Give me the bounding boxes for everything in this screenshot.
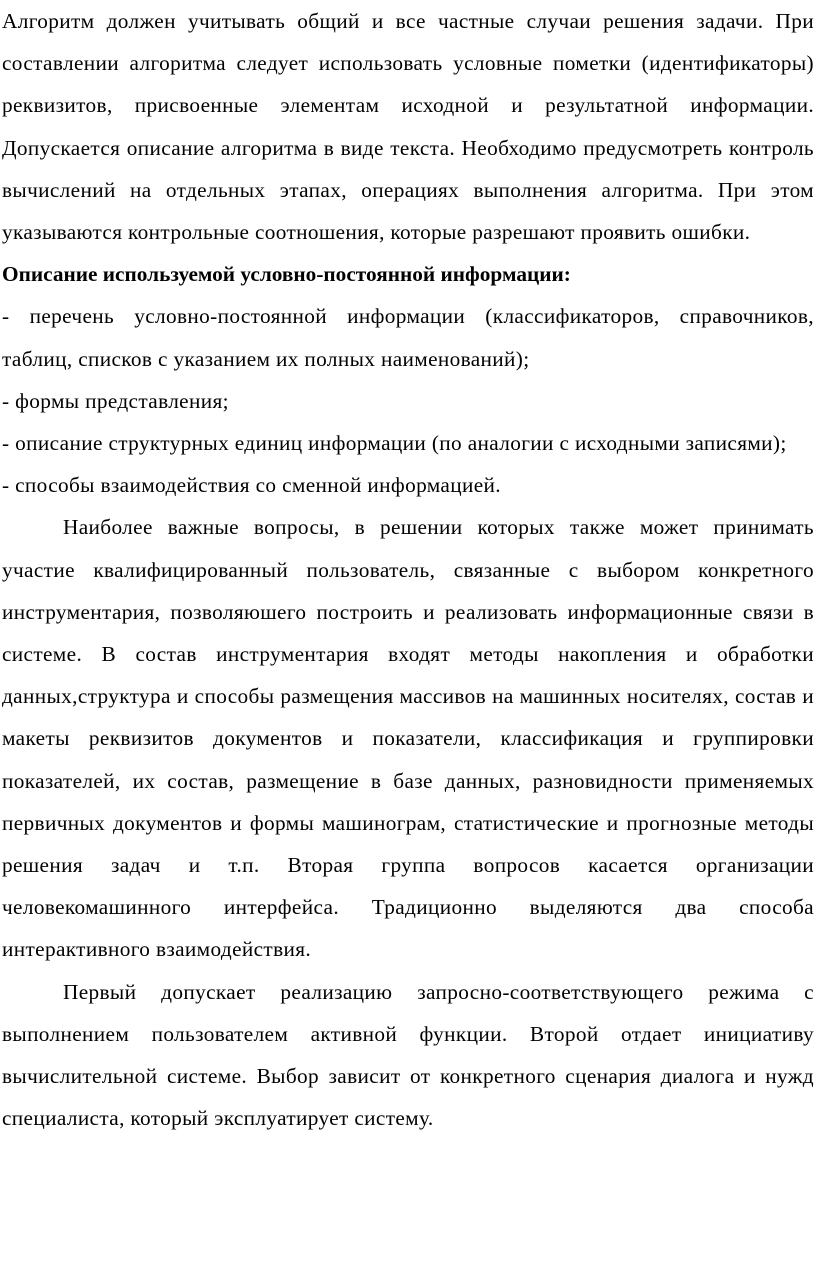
list-item-structural-units: - описание структурных единиц информации (по аналогии с исходными записями); bbox=[2, 431, 787, 456]
list-item-classifiers: - перечень условно-постоянной информации (классификаторов, справочников, таблиц, списков с указанием их полных наименований); bbox=[2, 304, 814, 371]
paragraph-toolkit: Наиболее важные вопросы, в решении которых также может принимать участие квалифицированный пользователь, связанные с выбором конкретного инструментария, позволяюшего построить и реализовать информационные связи в системе. В состав инструментария входят методы накопления и обработки данных,структура и способы размещения массивов на машинных носителях, состав и макеты реквизитов документов и показатели, классификация и группировки показателей, их состав, размещение в базе данных, разновидности применяемых первичных документов и формы машинограм, статистические и прогнозные методы решения задач и т.п. Вторая группа вопросов касается организации человекомашинного интерфейса. Традиционно выделяются два способа интерактивного взаимодействия. bbox=[2, 515, 814, 962]
paragraph-dialog-modes: Первый допускает реализацию запросно-соответствующего режима с выполнением пользователем активной функции. Второй отдает инициативу вычислительной системе. Выбор зависит от конкретного сценария диалога и нужд специалиста, который эксплуатирует систему. bbox=[2, 979, 814, 1131]
list-item-interaction: - способы взаимодействия со сменной информацией. bbox=[2, 473, 501, 498]
list-item-forms: - формы представления; bbox=[2, 388, 229, 413]
section-heading: Описание используемой условно-постоянной информации: bbox=[2, 262, 571, 287]
document-page bbox=[2, 0, 814, 1139]
paragraph-algorithm: Алгоритм должен учитывать общий и все частные случаи решения задачи. При составлении алгоритма следует использовать условные пометки (идентификаторы) реквизитов, присвоенные элементам исходной и результатной информации. Допускается описание алгоритма в виде текста. Необходимо предусмотреть контроль вычислений на отдельных этапах, операциях выполнения алгоритма. При этом указываются контрольные соотношения, которые разрешают проявить ошибки. bbox=[2, 9, 814, 245]
